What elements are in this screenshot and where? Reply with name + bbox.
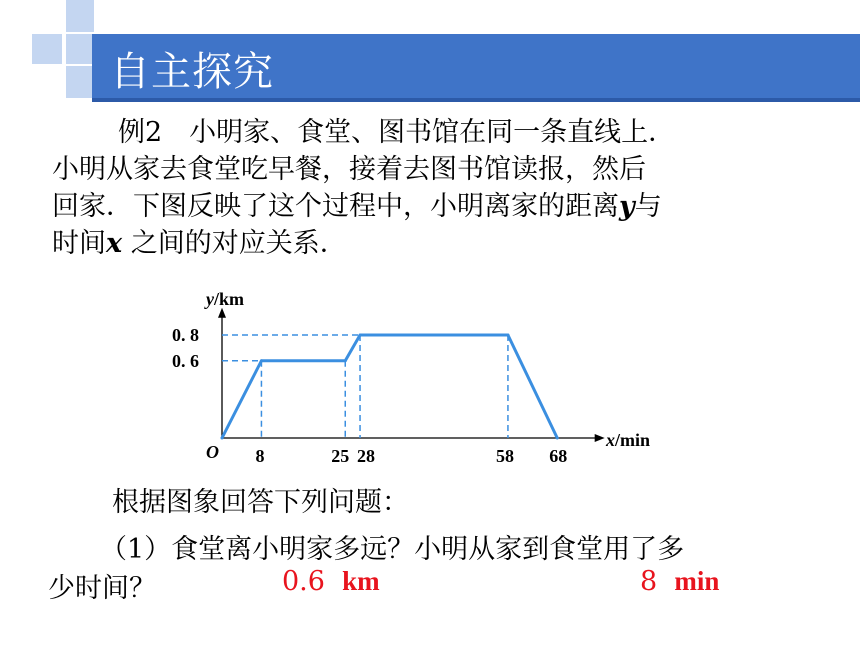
x-tick-label: 58	[495, 446, 514, 466]
question-1-line2: 少时间？	[48, 573, 156, 604]
data-point-28	[359, 334, 362, 337]
origin-label: O	[206, 442, 219, 462]
data-point-25	[344, 359, 347, 362]
y-axis-arrow	[218, 308, 226, 318]
answer-distance: 0.6 km	[282, 566, 380, 597]
data-point-58	[506, 334, 509, 337]
data-point-0	[221, 437, 224, 440]
x-tick-label: 28	[357, 446, 376, 466]
problem-line: 回家．下图反映了这个过程中，小明离家的距离y与	[52, 191, 662, 222]
x-tick-label: 68	[549, 446, 568, 466]
question-1-line1: （1）食堂离小明家多远？小明从家到食堂用了多	[100, 534, 685, 565]
page-title: 自主探究	[110, 49, 274, 95]
y-axis-label: y/km	[206, 289, 245, 309]
problem-line: 例2 小明家、食堂、图书馆在同一条直线上．	[118, 117, 676, 148]
problem-line: 时间x 之间的对应关系．	[52, 228, 347, 259]
series-line	[222, 335, 557, 438]
y-tick-label: 0. 8	[172, 325, 199, 345]
y-tick-label: 0. 6	[172, 350, 199, 371]
x-axis-arrow	[595, 434, 605, 442]
x-tick-label: 8	[255, 446, 265, 466]
problem-line: 小明从家去食堂吃早餐，接着去图书馆读报，然后	[52, 154, 646, 185]
x-axis-label: x/min	[606, 430, 651, 450]
data-point-68	[556, 437, 559, 440]
x-tick-label: 25	[331, 446, 350, 466]
answer-time: 8 min	[640, 566, 720, 597]
data-point-8	[260, 359, 263, 362]
question-intro: 根据图象回答下列问题：	[112, 487, 409, 518]
